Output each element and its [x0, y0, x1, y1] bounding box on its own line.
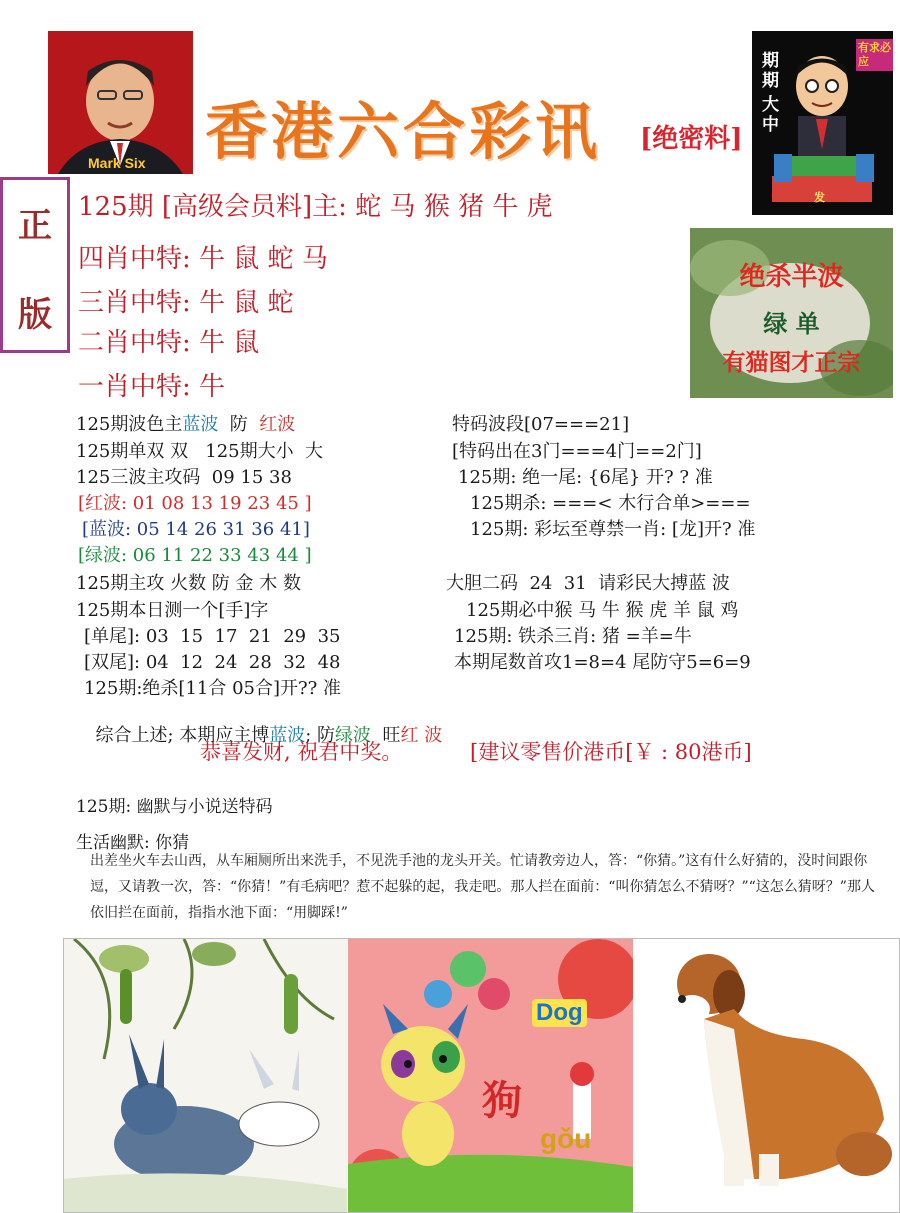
- page-title: 香港六合彩讯: [205, 95, 602, 168]
- cartoon-base: 发: [814, 191, 825, 204]
- dog-pinyin: gǒu: [540, 1123, 592, 1154]
- kill-line: 125期:绝杀[11合 05合]开?? 准: [84, 678, 342, 699]
- dog-cartoon: [348, 939, 633, 1212]
- iron-kill-line: 125期: 铁杀三肖: 猪 =羊=牛: [454, 626, 692, 647]
- mark-six-logo: Mark Six: [88, 155, 146, 171]
- humor-heading: 125期: 幽默与小说送特码: [76, 797, 273, 817]
- badge-char-1: 正: [18, 206, 52, 246]
- one-tail-line: 125期: 绝一尾: {6尾} 开? ? 准: [458, 467, 713, 488]
- summary-red: 红 波: [400, 725, 443, 746]
- promo-cat-image: [690, 228, 893, 398]
- wave-main-prefix: 125期波色主: [76, 414, 183, 435]
- member-line: 125期 [高级会员料]主: 蛇 马 猴 猪 牛 虎: [78, 192, 553, 222]
- blue-wave-numbers: [蓝波: 05 14 26 31 36 41]: [82, 519, 310, 540]
- badge-char-2: 版: [18, 295, 52, 335]
- summary-prefix: 综合上述; 本期应主博: [95, 725, 270, 746]
- humor-story: 出差坐火车去山西，从车厢厕所出来洗手，不见洗手池的龙头开关。忙请教旁边人，答：“你猜。”这有什么好猜的，没时间跟你逗，又请教一次，答：“你猜！”有毛病吧？惹不起躲的起，我走吧。那人拦在面前：“叫你猜怎么不猜呀？”“这怎么猜呀？”那人依旧拦在面前，指指水池下面：“用脚踩!”: [90, 853, 875, 921]
- double-tail-line: [双尾]: 04 12 24 28 32 48: [84, 652, 341, 673]
- cartoon-figure: [752, 31, 893, 215]
- kill-element-line: 125期杀: ===< 木行合单>===: [470, 493, 751, 514]
- host-portrait: [48, 31, 193, 174]
- four-zodiac: 四肖中特: 牛 鼠 蛇 马: [78, 244, 328, 274]
- authentic-badge: [0, 177, 70, 353]
- summary-green: 绿波: [335, 725, 372, 746]
- odd-even-line: 125期单双 双 125期大小 大: [76, 441, 324, 462]
- red-wave-numbers: [红波: 01 08 13 19 23 45 ]: [78, 493, 312, 514]
- char-guess-line: 125期本日测一个[手]字: [76, 600, 269, 621]
- promo-line-1: 绝杀半波: [739, 262, 844, 292]
- two-codes-line: 大胆二码 24 31 请彩民大搏蓝 波: [446, 573, 730, 594]
- tail-attack-line: 本期尾数首攻1=8=4 尾防守5=6=9: [454, 652, 751, 673]
- dog-word: Dog: [532, 999, 587, 1027]
- summary-mid: ; 防: [305, 725, 336, 746]
- cartoon-caption-bottom: 大中: [762, 95, 779, 135]
- one-zodiac: 一肖中特: 牛: [78, 372, 226, 402]
- congrats-wish: 恭喜发财, 祝君中奖。: [200, 740, 403, 764]
- wave-main-line: [76, 410, 295, 436]
- main-attack-line: 125期主攻 火数 防 金 木 数: [76, 573, 301, 594]
- three-zodiac: 三肖中特: 牛 鼠 蛇: [78, 288, 294, 318]
- two-zodiac: 二肖中特: 牛 鼠: [78, 328, 260, 358]
- humor-subheading: 生活幽默: 你猜: [76, 833, 190, 853]
- wave-main-blue: 蓝波: [182, 414, 219, 435]
- dog-painting: [634, 939, 899, 1212]
- single-tail-line: [单尾]: 03 15 17 21 29 35: [84, 626, 341, 647]
- title-tag: [绝密料]: [640, 124, 743, 154]
- promo-line-3: 有猫图才正宗: [722, 349, 861, 376]
- wave-main-mid: 防: [218, 414, 260, 435]
- must-hit-line: 125期必中猴 马 牛 猴 虎 羊 鼠 鸡: [466, 600, 739, 621]
- promo-line-2: 绿 单: [763, 309, 820, 338]
- dog-char: 狗: [482, 1077, 522, 1124]
- three-wave-line: 125三波主攻码 09 15 38: [76, 467, 292, 488]
- summary-mid2: 旺: [371, 725, 401, 746]
- special-door-line: [特码出在3门===4门==2门]: [452, 441, 702, 462]
- rabbit-painting: [64, 939, 347, 1212]
- wave-main-red: 红波: [259, 414, 296, 435]
- summary-blue: 蓝波: [269, 725, 306, 746]
- green-wave-numbers: [绿波: 06 11 22 33 43 44 ]: [78, 545, 312, 566]
- ban-zodiac-line: 125期: 彩坛至尊禁一肖: [龙]开? 准: [470, 519, 756, 540]
- cartoon-sign: 有求必应: [856, 39, 893, 71]
- special-range-line: 特码波段[07===21]: [452, 414, 630, 435]
- cartoon-caption-top: 期期: [762, 51, 779, 91]
- retail-price: [建议零售价港币[￥ : 80港币]: [470, 740, 752, 764]
